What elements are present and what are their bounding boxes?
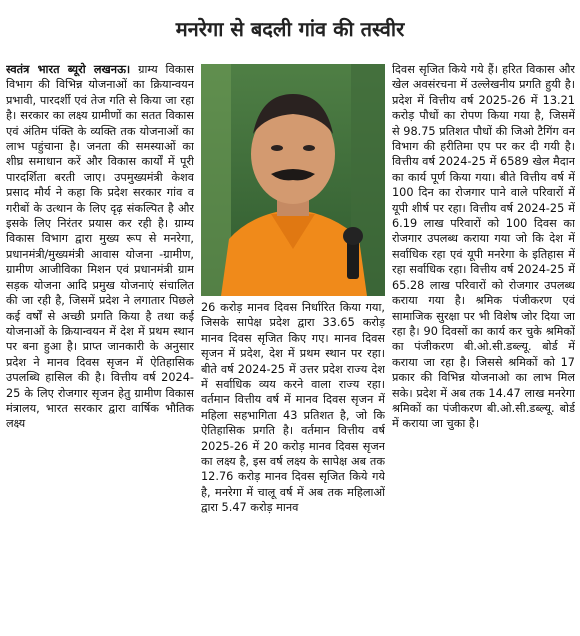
article-column-1	[6, 62, 194, 634]
politician-photo	[201, 64, 385, 296]
portrait-image	[201, 64, 385, 296]
article-column-2	[201, 300, 385, 634]
byline: स्वतंत्र भारत ब्यूरो लखनऊ।	[6, 63, 131, 76]
column-1-text: ग्राम्य विकास विभाग की विभिन्न योजनाओं का क्रियान्वयन प्रभावी, पारदर्शी एवं तेज गति से किया जा रहा है। सरकार का लक्ष्य ग्रामीणों का सतत विकास एवं अंतिम पंक्ति के व्यक्ति तक योजनाओं का लाभ पहुंचाना है। जनता की समस्याओं का शीघ्र समाधान करें और विकास कार्यों में पूरी पारदर्शिता बरती जाए। उपमुख्यमंत्री केशव प्रसाद मौर्य ने कहा कि प्रदेश सरकार गांव व गरीबों के उत्थान के लिए दृढ़ संकल्पित है और इसके लिए निरंतर प्रयास कर रही है। ग्राम्य विकास विभाग द्वारा मुख्य रूप से मनरेगा, प्रधानमंत्री/मुख्यमंत्री आवास योजना -ग्रामीण, ग्रामीण आजीविका मिशन एवं प्रधानमंत्री ग्राम सड़क योजना आदि प्रमुख योजनाएं संचालित की जा रही है, जिसमें प्रदेश ने लगातार पिछले कई वर्षों से अच्छी प्रगति किया है तथा कई योजनाओं के क्रियान्वयन में देश में प्रथम स्थान पर बना हुआ है। प्राप्त जानकारी के अनुसार प्रदेश ने मानव दिवस सृजन में ऐतिहासिक उपलब्धि हासिल की है। वित्तीय वर्ष 2024-25 के लिए रोजगार सृजन हेतु ग्रामीण विकास मंत्रालय, भारत सरकार द्वारा वार्षिक भौतिक लक्ष्य	[6, 63, 194, 431]
column-3-text: दिवस सृजित किये गये हैं। हरित विकास और खेल अवसंरचना में उल्लेखनीय प्रगति हुयी है।प्रदेश में वित्तीय वर्ष 2025-26 में 13.21 करोड़ पौधों का रोपण किया गया है, जिसमें से 98.75 प्रतिशत पौधों की जिओ टैगिंग वन विभाग की हरीतिमा एप पर कर दी गयी है। वित्तीय वर्ष 2024-25 में 6589 खेल मैदान का कार्य पूर्ण किया गया। बीते वित्तीय वर्ष में 100 दिन का रोजगार पाने वाले परिवारों में यूपी शीर्ष पर रहा। वित्तीय वर्ष 2024-25 में 6.19 लाख परिवारों को 100 दिवस का रोजगार उपलब्ध कराया गया जो कि देश में सर्वाधिक रहा एवं यूपी मनरेगा के इतिहास में रहा सर्वाधिक रहा। वित्तीय वर्ष 2024-25 में 65.28 लाख परिवारों को रोजगार उपलब्ध कराया गया है। श्रमिक पंजीकरण एवं सामाजिक सुरक्षा पर भी विशेष जोर दिया जा रहा है। 90 दिवसों का कार्य कर चुके श्रमिकों का पंजीकरण बी.ओ.सी.डब्ल्यू. बोर्ड में कराया जा रहा है। जिससे श्रमिकों को 17 प्रकार की विभिन्न योजनाओ का लाभ मिल सके। प्रदेश में अब तक 14.47 लाख मनरेगा श्रमिकों का पंजीकरण बी.ओ.सी.डब्ल्यू. बोर्ड में कराया जा चुका है।	[392, 63, 575, 431]
headline: मनरेगा से बदली गांव की तस्वीर	[175, 16, 405, 41]
article-column-3	[392, 62, 575, 634]
column-2-text: 26 करोड़ मानव दिवस निर्धारित किया गया, जिसके सापेक्ष प्रदेश द्वारा 33.65 करोड़ मानव दिवस सृजित किए गए। मानव दिवस सृजन में प्रदेश, देश में प्रथम स्थान पर रहा। बीते वर्ष 2024-25 में उत्तर प्रदेश राज्य देश में सर्वाधिक व्यय करने वाला राज्य रहा। वर्तमान वित्तीय वर्ष में मानव दिवस सृजन में महिला सहभागिता 43 प्रतिशत है, जो कि ऐतिहासिक प्रगति है। वर्तमान वित्तीय वर्ष 2025-26 में 20 करोड़ मानव दिवस सृजन का लक्ष्य है, इस वर्ष लक्ष्य के सापेक्ष अब तक 12.76 करोड़ मानव दिवस सृजित किये गये है, मनरेगा में चालू वर्ष में अब तक महिलाओं द्वारा 5.47 करोड़ मानव	[201, 301, 385, 515]
